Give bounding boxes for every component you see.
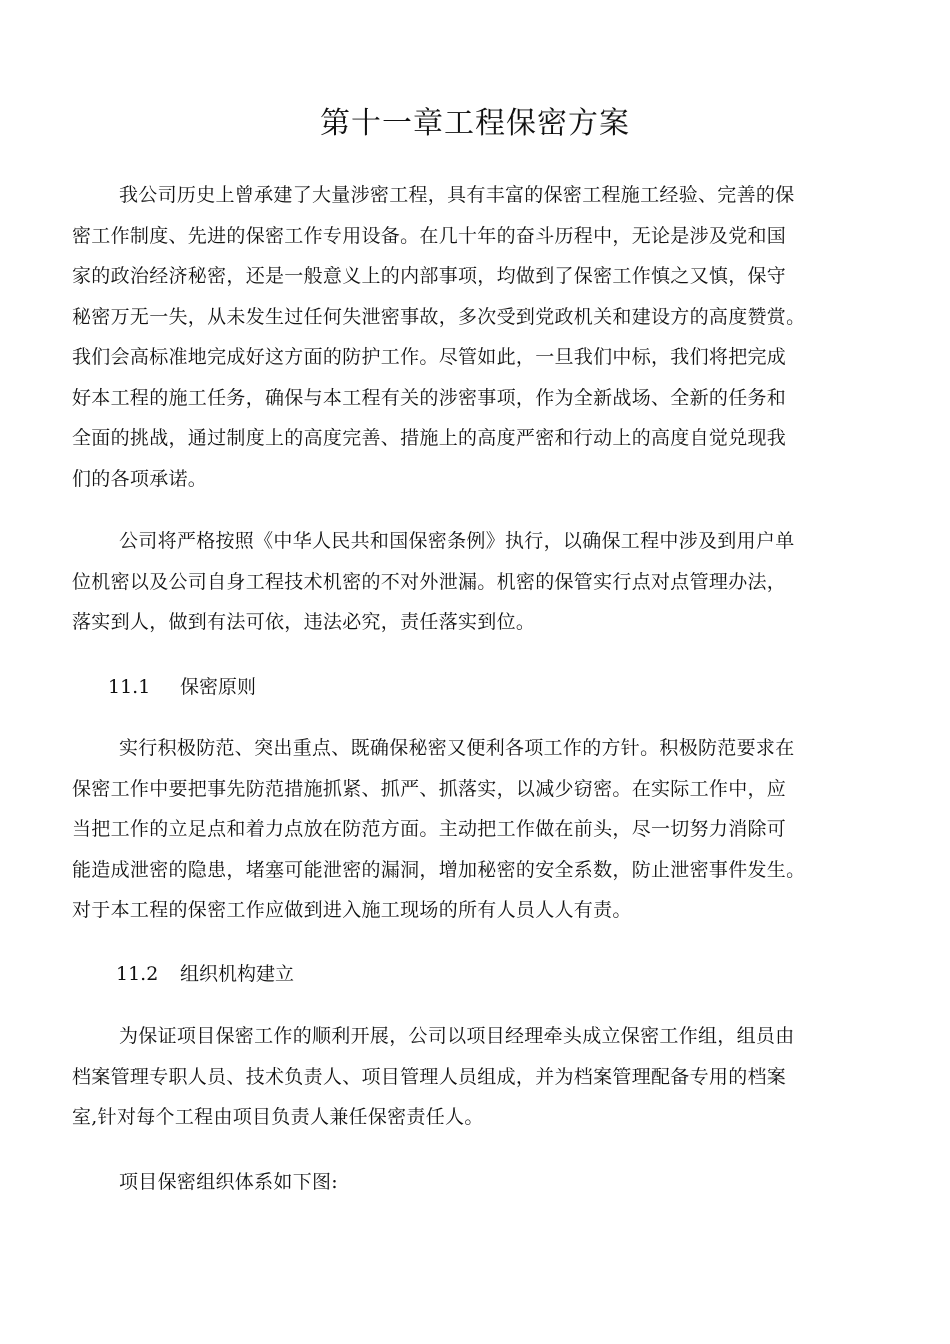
- section-heading-11-2: [116, 954, 294, 994]
- paragraph-line: 好本工程的施工任务，确保与本工程有关的涉密事项，作为全新战场、全新的任务和: [72, 386, 787, 409]
- paragraph-line: 位机密以及公司自身工程技术机密的不对外泄漏。机密的保管实行点对点管理办法，: [72, 570, 787, 593]
- paragraph-line: 当把工作的立足点和着力点放在防范方面。主动把工作做在前头，尽一切努力消除可: [72, 818, 787, 840]
- paragraph-line: 档案管理专职人员、技术负责人、项目管理人员组成，并为档案管理配备专用的档案: [72, 1065, 787, 1088]
- paragraph-line: 秘密万无一失，从未发生过任何失泄密事故，多次受到党政机关和建设方的高度赞赏。: [72, 305, 806, 328]
- section-number: 11.2: [116, 963, 159, 985]
- paragraph-regulation: [72, 521, 892, 643]
- paragraph-line: 室,针对每个工程由项目负责人兼任保密责任人。: [72, 1106, 484, 1128]
- paragraph-organization: [72, 1016, 892, 1138]
- paragraph-line: 对于本工程的保密工作应做到进入施工现场的所有人员人人有责。: [72, 899, 632, 921]
- section-label: 组织机构建立: [180, 963, 295, 985]
- paragraph-line: 落实到人，做到有法可依，违法必究，责任落实到位。: [72, 611, 536, 633]
- paragraph-line: 项目保密组织体系如下图:: [119, 1171, 339, 1193]
- paragraph-line: 密工作制度、先进的保密工作专用设备。在几十年的奋斗历程中，无论是涉及党和国: [72, 224, 787, 247]
- paragraph-line: 公司将严格按照《中华人民共和国保密条例》执行，以确保工程中涉及到用户单: [119, 530, 795, 552]
- paragraph-diagram-intro: [72, 1162, 892, 1203]
- paragraph-line: 能造成泄密的隐患，堵塞可能泄密的漏洞，增加秘密的安全系数，防止泄密事件发生。: [72, 858, 806, 881]
- paragraph-line: 实行积极防范、突出重点、既确保秘密又便利各项工作的方针。积极防范要求在: [119, 737, 795, 759]
- paragraph-principles: [72, 728, 892, 931]
- paragraph-line: 家的政治经济秘密，还是一般意义上的内部事项，均做到了保密工作慎之又慎，保守: [72, 265, 787, 287]
- section-label: 保密原则: [180, 676, 257, 698]
- paragraph-line: 我公司历史上曾承建了大量涉密工程，具有丰富的保密工程施工经验、完善的保: [119, 184, 795, 206]
- section-number: 11.1: [108, 676, 151, 698]
- section-heading-11-1: [108, 667, 256, 707]
- paragraph-line: 我们会高标准地完成好这方面的防护工作。尽管如此，一旦我们中标，我们将把完成: [72, 346, 787, 368]
- paragraph-line: 为保证项目保密工作的顺利开展，公司以项目经理牵头成立保密工作组，组员由: [119, 1025, 795, 1047]
- chapter-title: 第十一章工程保密方案: [320, 106, 630, 141]
- paragraph-line: 保密工作中要把事先防范措施抓紧、抓严、抓落实，以减少窃密。在实际工作中，应: [72, 777, 787, 800]
- paragraph-intro: [72, 175, 892, 499]
- paragraph-line: 们的各项承诺。: [72, 467, 208, 490]
- paragraph-line: 全面的挑战，通过制度上的高度完善、措施上的高度严密和行动上的高度自觉兑现我: [72, 427, 787, 449]
